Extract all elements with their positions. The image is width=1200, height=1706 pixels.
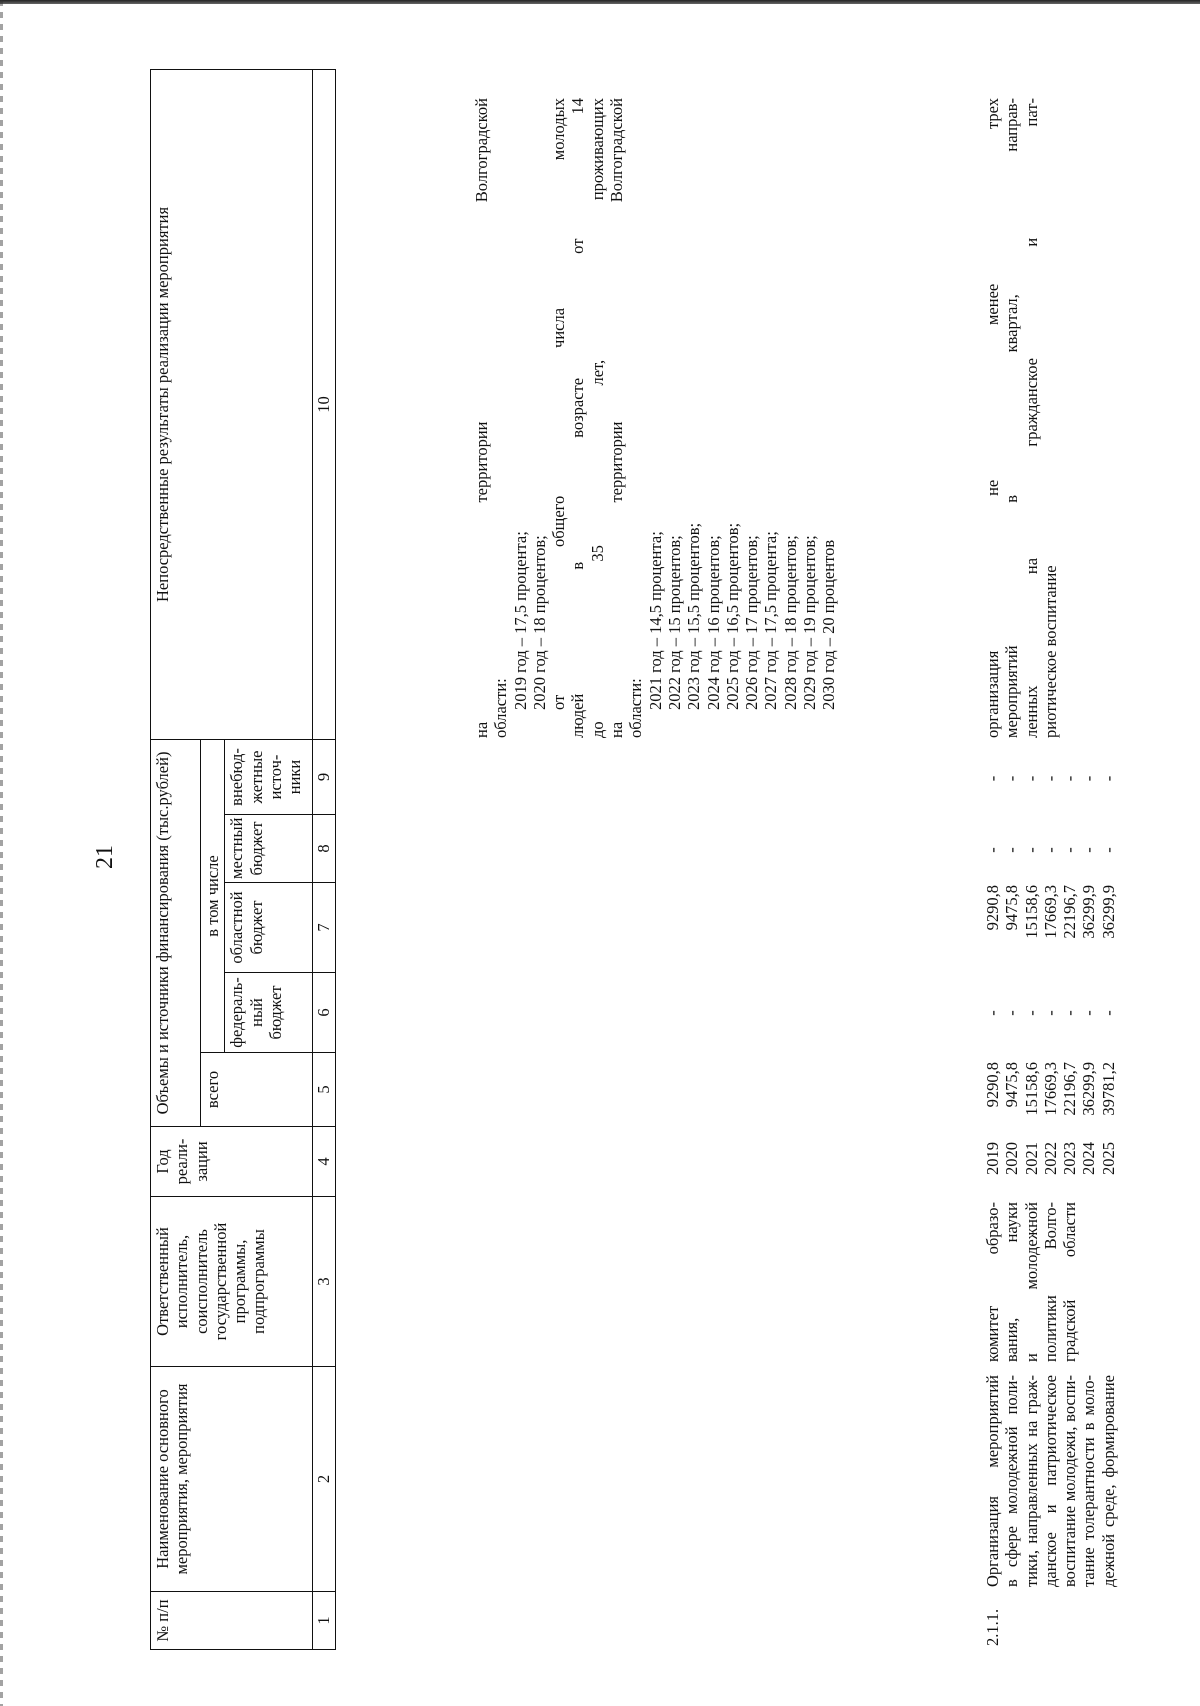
continuation-line: 2030 год – 20 процентов bbox=[819, 539, 839, 710]
federal-value: - bbox=[1002, 1010, 1022, 1016]
offbudget-value: - bbox=[1040, 775, 1060, 782]
activity-name-line: дежной среде, формирование bbox=[1098, 1375, 1118, 1587]
activity-name-line: тики, направленных на граж- bbox=[1021, 1375, 1041, 1587]
offbudget-value: - bbox=[983, 775, 1002, 782]
year-value: 2022 bbox=[1040, 1142, 1060, 1175]
continuation-line: 2028 год – 18 процентов; bbox=[780, 535, 800, 710]
header-number: № п/п bbox=[151, 1592, 313, 1650]
continuation-line: 2024 год – 16 процентов; bbox=[703, 535, 723, 710]
total-value: 39781,2 bbox=[1098, 1062, 1118, 1116]
col-number: 5 bbox=[313, 1053, 336, 1127]
federal-value: - bbox=[1040, 1010, 1060, 1016]
col-number: 9 bbox=[313, 739, 336, 814]
offbudget-value: - bbox=[1098, 775, 1118, 782]
year-value: 2021 bbox=[1021, 1142, 1041, 1175]
header-offbudget: внебюд- жетные источ- ники bbox=[225, 739, 313, 814]
regional-value: 36299,9 bbox=[1079, 885, 1099, 939]
total-value: 17669,3 bbox=[1040, 1062, 1060, 1116]
federal-value: - bbox=[1079, 1010, 1099, 1016]
continuation-line: области: bbox=[626, 678, 646, 738]
executor-line: комитет образо- bbox=[983, 1202, 1002, 1362]
header-including: в том числе bbox=[201, 739, 225, 1052]
col-number: 7 bbox=[313, 883, 336, 973]
header-regional: областной бюджет bbox=[225, 883, 313, 973]
regional-value: 22196,7 bbox=[1060, 885, 1080, 939]
column-number-row bbox=[313, 69, 336, 1649]
continuation-line: 2019 год – 17,5 процента; bbox=[510, 531, 530, 710]
col-number: 2 bbox=[313, 1367, 336, 1592]
continuation-line: 2025 год – 16,5 процентов; bbox=[722, 522, 742, 710]
col-number: 10 bbox=[313, 69, 336, 739]
total-value: 15158,6 bbox=[1021, 1062, 1041, 1116]
header-total: всего bbox=[201, 1053, 313, 1127]
federal-value: - bbox=[1021, 1010, 1041, 1016]
row-results bbox=[983, 98, 1060, 738]
continuation-line: на территории Волгоградской bbox=[472, 98, 491, 738]
col-number: 1 bbox=[313, 1592, 336, 1650]
total-value: 9475,8 bbox=[1002, 1062, 1022, 1108]
continuation-line: 2027 год – 17,5 процента; bbox=[761, 531, 781, 710]
federal-value: - bbox=[1060, 1010, 1080, 1016]
local-value: - bbox=[1040, 847, 1060, 853]
header-funding: Объемы и источники финансирования (тыс.рублей) bbox=[151, 739, 201, 1126]
page-number-text: 21 bbox=[92, 845, 118, 869]
header-executor: Ответственный исполнитель, соисполнитель государственной программы, подпрограммы bbox=[151, 1197, 313, 1367]
col-number: 6 bbox=[313, 973, 336, 1053]
year-value: 2024 bbox=[1079, 1142, 1099, 1175]
row-number: 2.1.1. bbox=[983, 1608, 1002, 1646]
local-value: - bbox=[983, 847, 1002, 853]
row-years bbox=[983, 1142, 1118, 1192]
program-table bbox=[150, 69, 336, 1650]
col-number: 4 bbox=[313, 1127, 336, 1197]
header-local: местный бюджет bbox=[225, 815, 313, 883]
activity-name-line: воспитание молодежи, воспи- bbox=[1060, 1375, 1080, 1587]
continuation-line: 2020 год – 18 процентов; bbox=[529, 535, 549, 710]
regional-value: 17669,3 bbox=[1040, 885, 1060, 939]
regional-value: 15158,6 bbox=[1021, 885, 1041, 939]
continuation-line: 2029 год – 19 процентов; bbox=[800, 535, 820, 710]
results-continuation bbox=[472, 98, 839, 738]
row-executor bbox=[983, 1202, 1079, 1362]
continuation-line: 2026 год – 17 процентов; bbox=[742, 535, 762, 710]
continuation-line: 2022 год – 15 процентов; bbox=[664, 535, 684, 710]
scan-edge-top bbox=[0, 0, 1200, 4]
header-year: Год реали- зации bbox=[151, 1127, 313, 1197]
continuation-line: до 35 лет, проживающих bbox=[587, 98, 607, 738]
local-value: - bbox=[1098, 847, 1118, 853]
continuation-line: людей в возрасте от 14 bbox=[568, 98, 588, 738]
header-activity-name: Наименование основного мероприятия, мероприятия bbox=[151, 1367, 313, 1592]
continuation-line: области: bbox=[491, 678, 511, 738]
offbudget-value: - bbox=[1002, 775, 1022, 782]
offbudget-value: - bbox=[1060, 775, 1080, 782]
result-line: риотическое воспитание bbox=[1040, 565, 1060, 738]
activity-name-line: данское и патриотическое bbox=[1040, 1375, 1060, 1587]
activity-name-line: Организация мероприятий bbox=[983, 1375, 1002, 1587]
row-regional bbox=[983, 885, 1118, 965]
row-local bbox=[983, 816, 1118, 884]
table-body bbox=[468, 70, 1118, 1650]
federal-value: - bbox=[983, 1010, 1002, 1016]
total-value: 36299,9 bbox=[1079, 1062, 1099, 1116]
scan-edge-left bbox=[0, 0, 3, 1706]
executor-line: вания, науки bbox=[1002, 1202, 1022, 1362]
row-activity-name bbox=[983, 1375, 1118, 1587]
local-value: - bbox=[1079, 847, 1099, 853]
row-federal bbox=[983, 973, 1118, 1053]
header-federal: федераль- ный бюджет bbox=[225, 973, 313, 1053]
local-value: - bbox=[1060, 847, 1080, 853]
executor-line: и молодежной bbox=[1021, 1202, 1041, 1362]
activity-name-line: тание толерантности в моло- bbox=[1079, 1375, 1099, 1587]
year-value: 2019 bbox=[983, 1142, 1002, 1175]
executor-line: градской области bbox=[1060, 1202, 1080, 1362]
row-total bbox=[983, 1062, 1118, 1126]
activity-name-line: в сфере молодежной поли- bbox=[1002, 1375, 1022, 1587]
offbudget-value: - bbox=[1021, 775, 1041, 782]
result-line: ленных на гражданское и пат- bbox=[1021, 98, 1041, 738]
header-results: Непосредственные результаты реализации мероприятия bbox=[151, 69, 313, 739]
year-value: 2025 bbox=[1098, 1142, 1118, 1175]
year-value: 2023 bbox=[1060, 1142, 1080, 1175]
result-line: организация не менее трех bbox=[983, 98, 1002, 738]
federal-value: - bbox=[1098, 1010, 1118, 1016]
result-line: мероприятий в квартал, направ- bbox=[1002, 98, 1022, 738]
executor-line: политики Волго- bbox=[1040, 1202, 1060, 1362]
local-value: - bbox=[1002, 847, 1022, 853]
total-value: 9290,8 bbox=[983, 1062, 1002, 1108]
continuation-line: на территории Волгоградской bbox=[607, 98, 627, 738]
total-value: 22196,7 bbox=[1060, 1062, 1080, 1116]
row-offbudget bbox=[983, 741, 1118, 816]
continuation-line: от общего числа молодых bbox=[549, 98, 569, 710]
regional-value: 9475,8 bbox=[1002, 885, 1022, 931]
rotated-page-content bbox=[150, 70, 1118, 1650]
offbudget-value: - bbox=[1079, 775, 1099, 782]
local-value: - bbox=[1021, 847, 1041, 853]
col-number: 8 bbox=[313, 815, 336, 883]
col-number: 3 bbox=[313, 1197, 336, 1367]
continuation-line: 2021 год – 14,5 процента; bbox=[645, 531, 665, 710]
year-value: 2020 bbox=[1002, 1142, 1022, 1175]
regional-value: 9290,8 bbox=[983, 885, 1002, 931]
regional-value: 36299,9 bbox=[1098, 885, 1118, 939]
continuation-line: 2023 год – 15,5 процентов; bbox=[684, 522, 704, 710]
